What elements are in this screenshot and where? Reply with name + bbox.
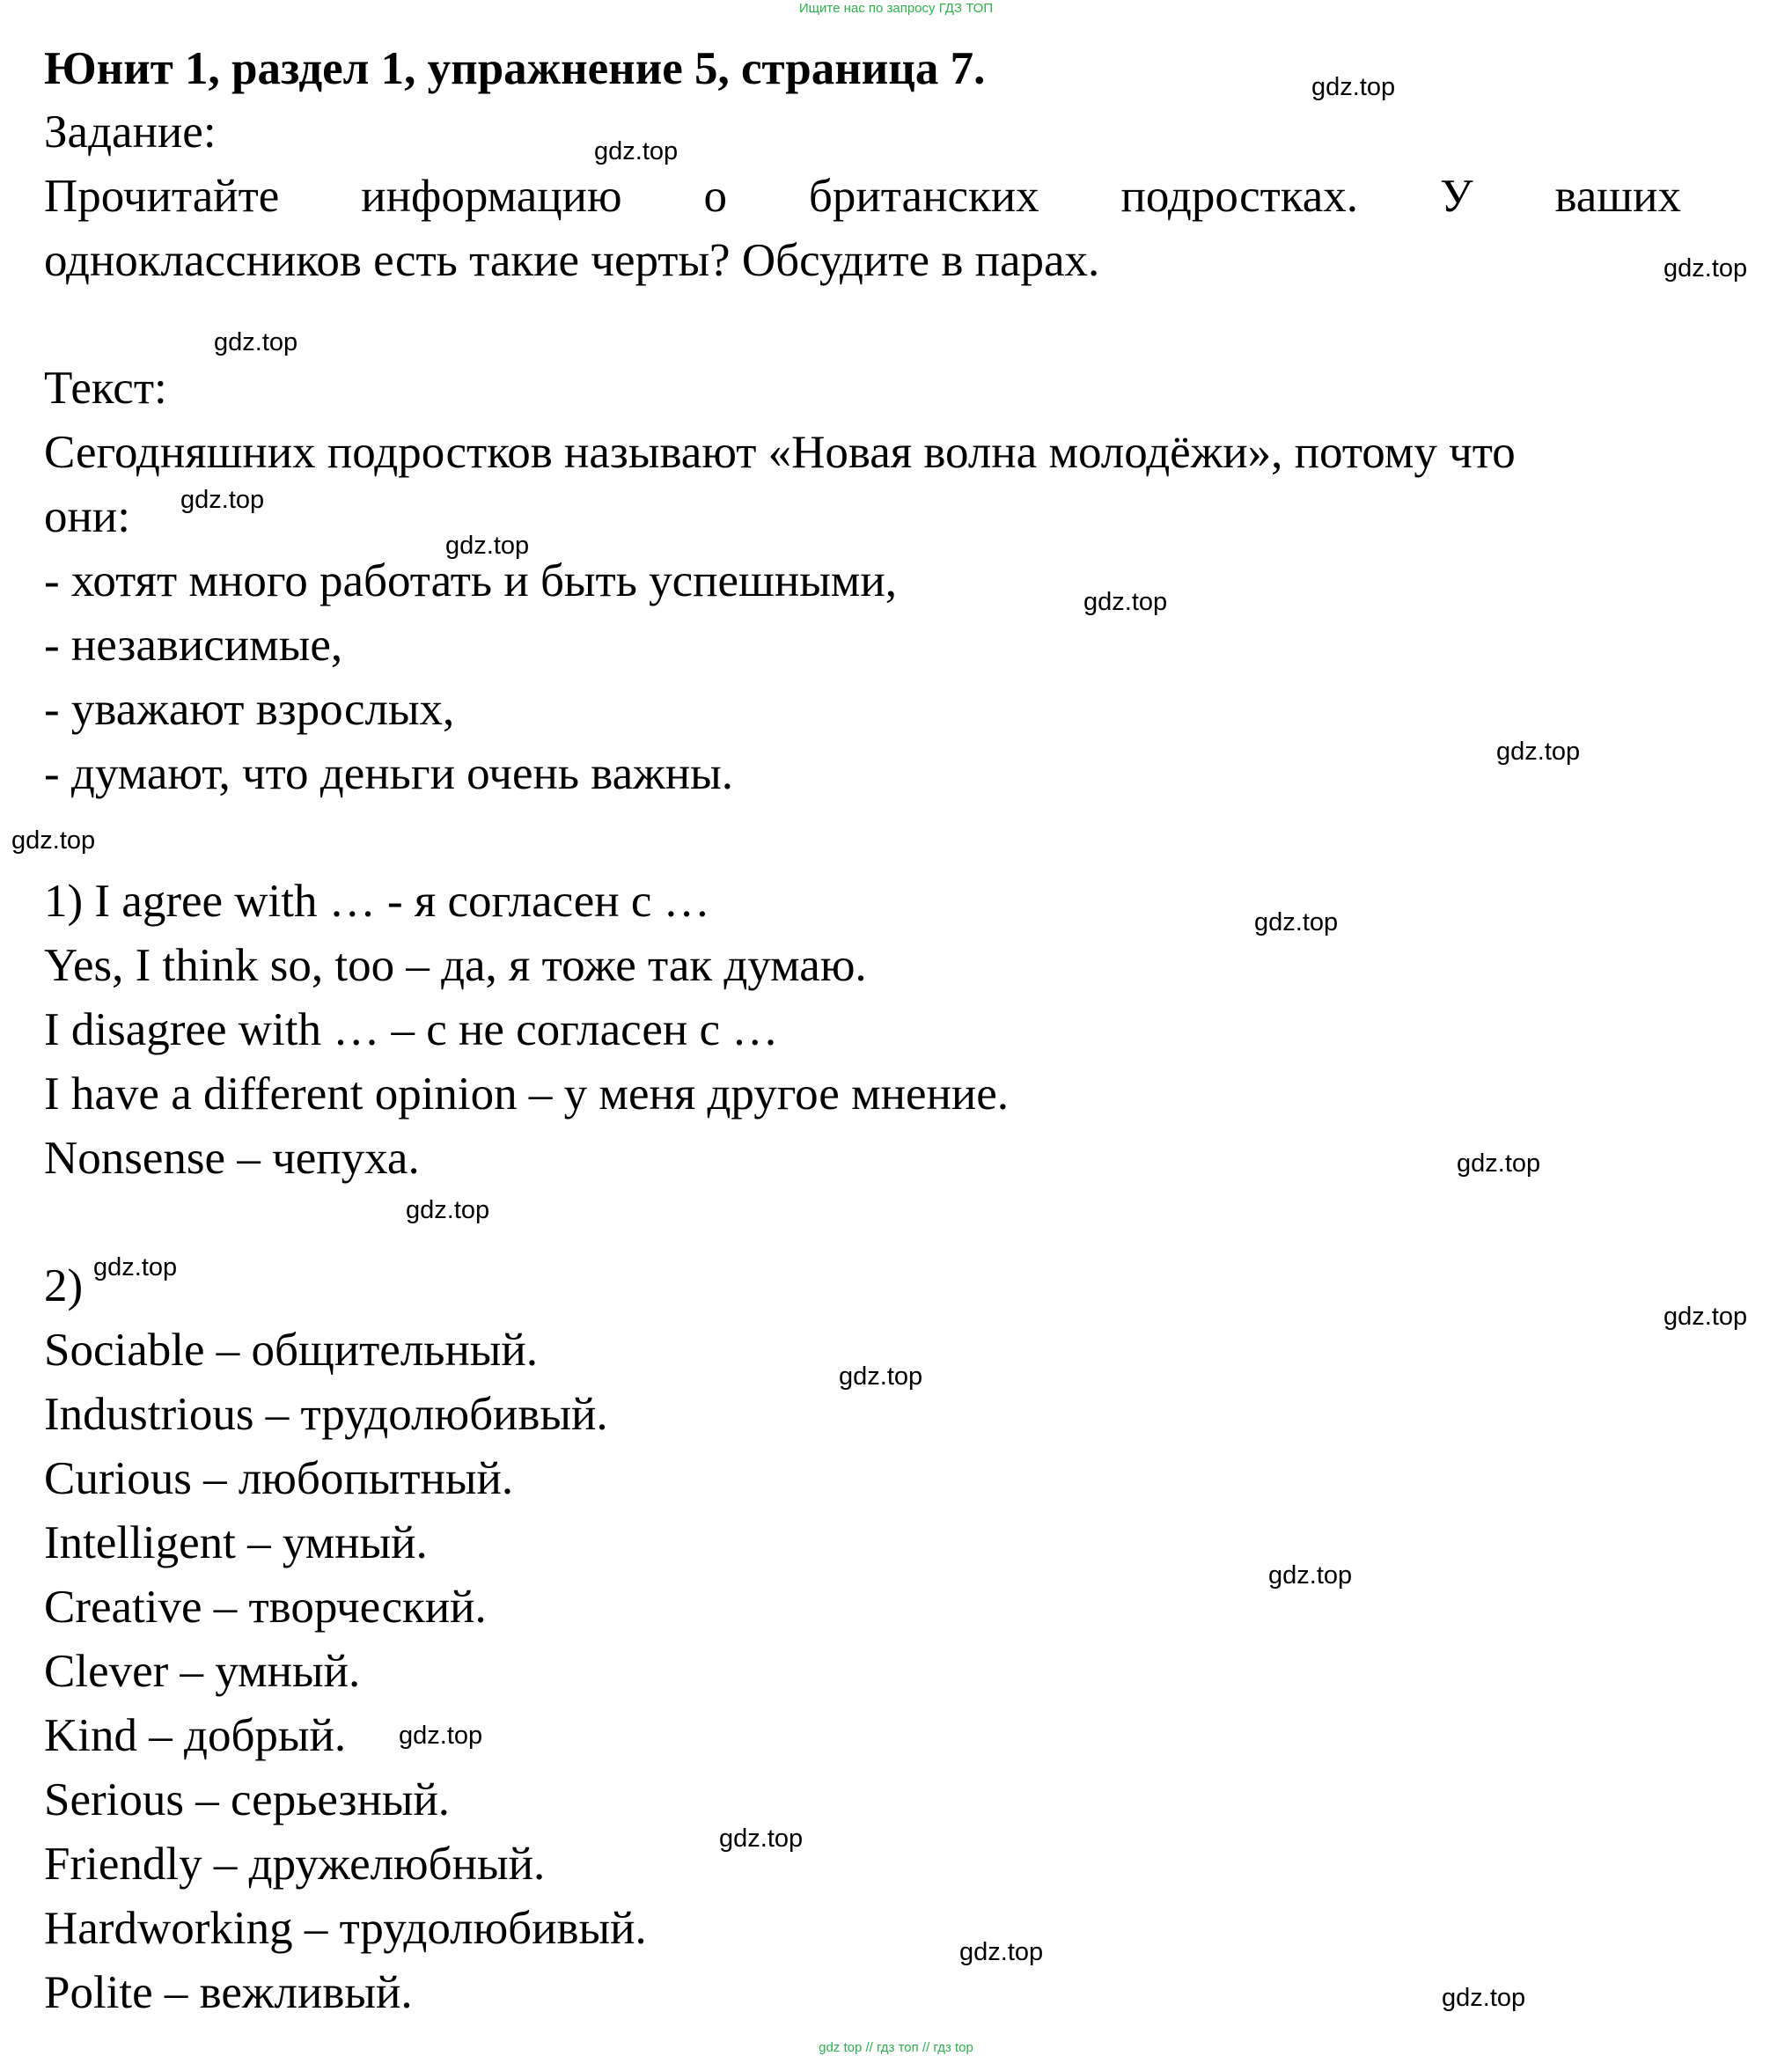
bullet-item: - хотят много работать и быть успешными, xyxy=(44,555,897,606)
watermark: gdz.top xyxy=(719,1825,804,1853)
phrase-item: Yes, I think so, too – да, я тоже так думаю. xyxy=(44,940,867,991)
task-label: Задание: xyxy=(44,106,217,158)
vocab-item: Industrious – трудолюбивый. xyxy=(44,1389,608,1440)
watermark: gdz.top xyxy=(1254,908,1339,936)
vocab-item: Curious – любопытный. xyxy=(44,1453,514,1504)
phrase-item: I have a different opinion – у меня другое мнение. xyxy=(44,1068,1009,1120)
watermark: gdz.top xyxy=(180,486,265,514)
bullet-item: - уважают взрослых, xyxy=(44,684,455,735)
watermark: gdz.top xyxy=(1083,588,1168,616)
watermark: gdz.top xyxy=(1663,1303,1748,1331)
vocab-item: Polite – вежливый. xyxy=(44,1967,413,2018)
bottom-banner-link[interactable]: gdz top // гдз топ // гдз top xyxy=(819,2040,973,2055)
watermark: gdz.top xyxy=(1442,1984,1526,2012)
watermark: gdz.top xyxy=(1311,73,1396,101)
watermark: gdz.top xyxy=(445,532,530,560)
vocab-item: Clever – умный. xyxy=(44,1646,361,1697)
page-title: Юнит 1, раздел 1, упражнение 5, страница 7. xyxy=(44,43,986,94)
phrase-item: 1) I agree with … - я согласен с … xyxy=(44,876,710,927)
watermark: gdz.top xyxy=(214,328,298,356)
watermark: gdz.top xyxy=(11,826,96,855)
task-text-line-1: Прочитайте информацию о британских подростках. У ваших xyxy=(44,171,1681,222)
watermark: gdz.top xyxy=(406,1196,490,1224)
watermark: gdz.top xyxy=(1268,1561,1353,1590)
text-line-1: Сегодняшних подростков называют «Новая волна молодёжи», потому что xyxy=(44,427,1516,478)
vocab-item: Hardworking – трудолюбивый. xyxy=(44,1903,647,1954)
phrase-item: I disagree with … – с не согласен с … xyxy=(44,1004,779,1055)
vocab-item: Serious – серьезный. xyxy=(44,1774,451,1825)
watermark: gdz.top xyxy=(1457,1149,1541,1178)
watermark: gdz.top xyxy=(1663,254,1748,283)
task-text-line-2: одноклассников есть такие черты? Обсудите в парах. xyxy=(44,235,1100,286)
watermark: gdz.top xyxy=(959,1938,1044,1966)
watermark: gdz.top xyxy=(93,1253,178,1281)
vocab-item: Sociable – общительный. xyxy=(44,1325,539,1376)
bullet-item: - думают, что деньги очень важны. xyxy=(44,748,733,799)
watermark: gdz.top xyxy=(399,1722,483,1750)
watermark: gdz.top xyxy=(594,137,679,165)
text-line-2: они: xyxy=(44,491,130,542)
phrase-item: Nonsense – чепуха. xyxy=(44,1133,420,1184)
vocab-item: Kind – добрый. xyxy=(44,1710,347,1761)
top-banner-link[interactable]: Ищите нас по запросу ГДЗ ТОП xyxy=(798,1,994,16)
watermark: gdz.top xyxy=(1496,738,1581,766)
bullet-item: - независимые, xyxy=(44,620,343,671)
vocab-item: Friendly – дружелюбный. xyxy=(44,1839,546,1890)
watermark: gdz.top xyxy=(839,1362,923,1391)
part2-label: 2) xyxy=(44,1260,84,1311)
vocab-item: Intelligent – умный. xyxy=(44,1517,428,1568)
text-label: Текст: xyxy=(44,363,167,414)
vocab-item: Creative – творческий. xyxy=(44,1582,487,1633)
